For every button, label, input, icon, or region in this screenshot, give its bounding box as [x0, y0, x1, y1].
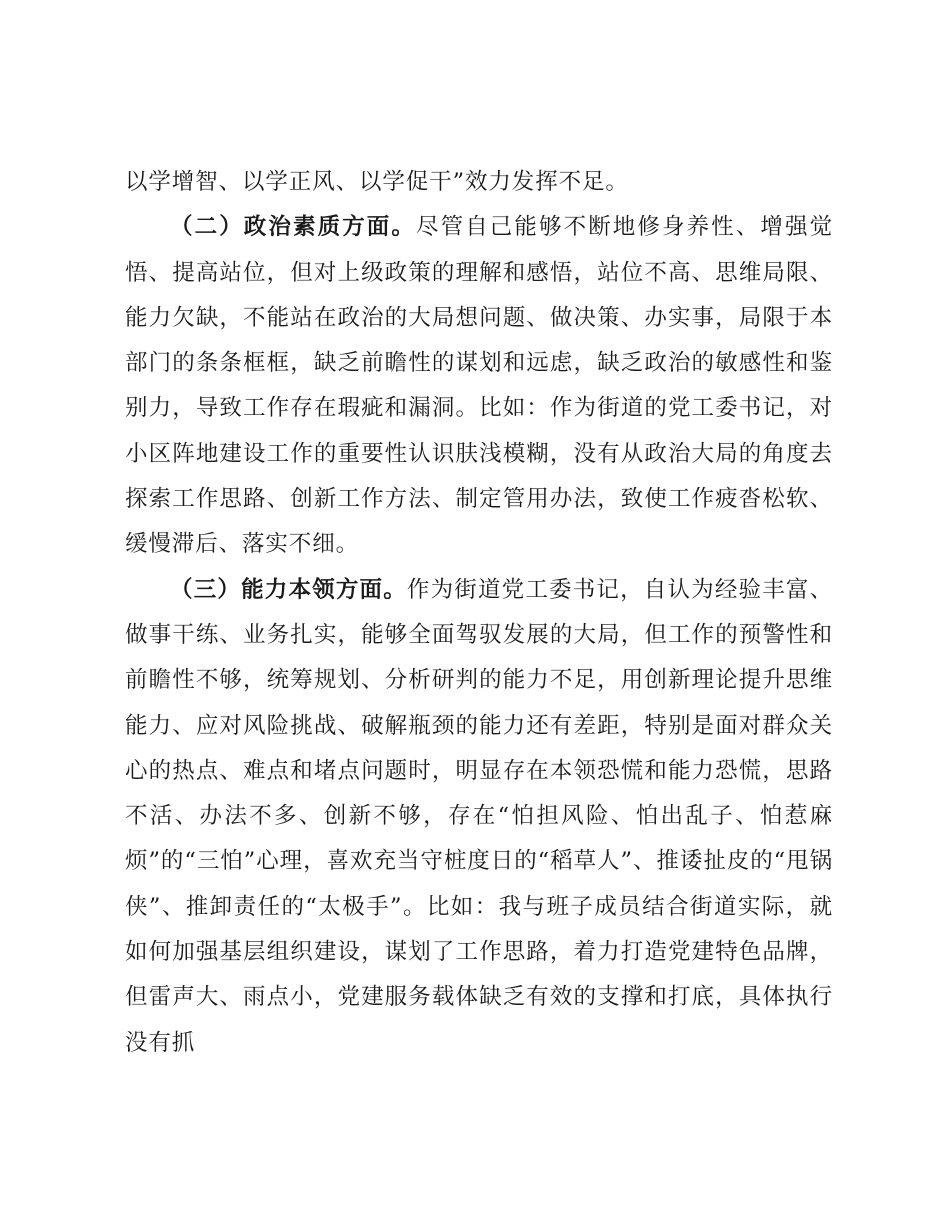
paragraph-3-heading: （三）能力本领方面。: [170, 576, 407, 603]
document-body: [125, 160, 833, 1066]
paragraph-ability: [125, 568, 833, 1066]
paragraph-2-heading: （二）政治素质方面。: [170, 214, 416, 241]
paragraph-political-quality: [125, 205, 833, 567]
paragraph-continuation: [125, 160, 833, 205]
paragraph-1-text: 以学增智、以学正风、以学促干”效力发挥不足。: [125, 169, 629, 195]
paragraph-3-body: 作为街道党工委书记，自认为经验丰富、做事干练、业务扎实，能够全面驾驭发展的大局，但工作的预警性和前瞻性不够，统筹规划、分析研判的能力不足，用创新理论提升思维能力、应对风险挑战、破解瓶颈的能力还有差距，特别是面对群众关心的热点、难点和堵点问题时，明显存在本领恐慌和能力恐慌，思路不活、办法不多、创新不够，存在“怕担风险、怕出乱子、怕惹麻烦”的“三怕”心理，喜欢充当守桩度日的“稻草人”、推诿扯皮的“甩锅侠”、推卸责任的“太极手”。比如：我与班子成员结合街道实际，就如何加强基层组织建设，谋划了工作思路，着力打造党建特色品牌，但雷声大、雨点小，党建服务载体缺乏有效的支撑和打底，具体执行没有抓: [125, 576, 833, 1056]
paragraph-2-body: 尽管自己能够不断地修身养性、增强觉悟、提高站位，但对上级政策的理解和感悟，站位不高、思维局限、能力欠缺，不能站在政治的大局想问题、做决策、办实事，局限于本部门的条条框框，缺乏前瞻性的谋划和远虑，缺乏政治的敏感性和鉴别力，导致工作存在瑕疵和漏洞。比如：作为街道的党工委书记，对小区阵地建设工作的重要性认识肤浅模糊，没有从政治大局的角度去探索工作思路、创新工作方法、制定管用办法，致使工作疲沓松软、缓慢滞后、落实不细。: [125, 214, 833, 558]
